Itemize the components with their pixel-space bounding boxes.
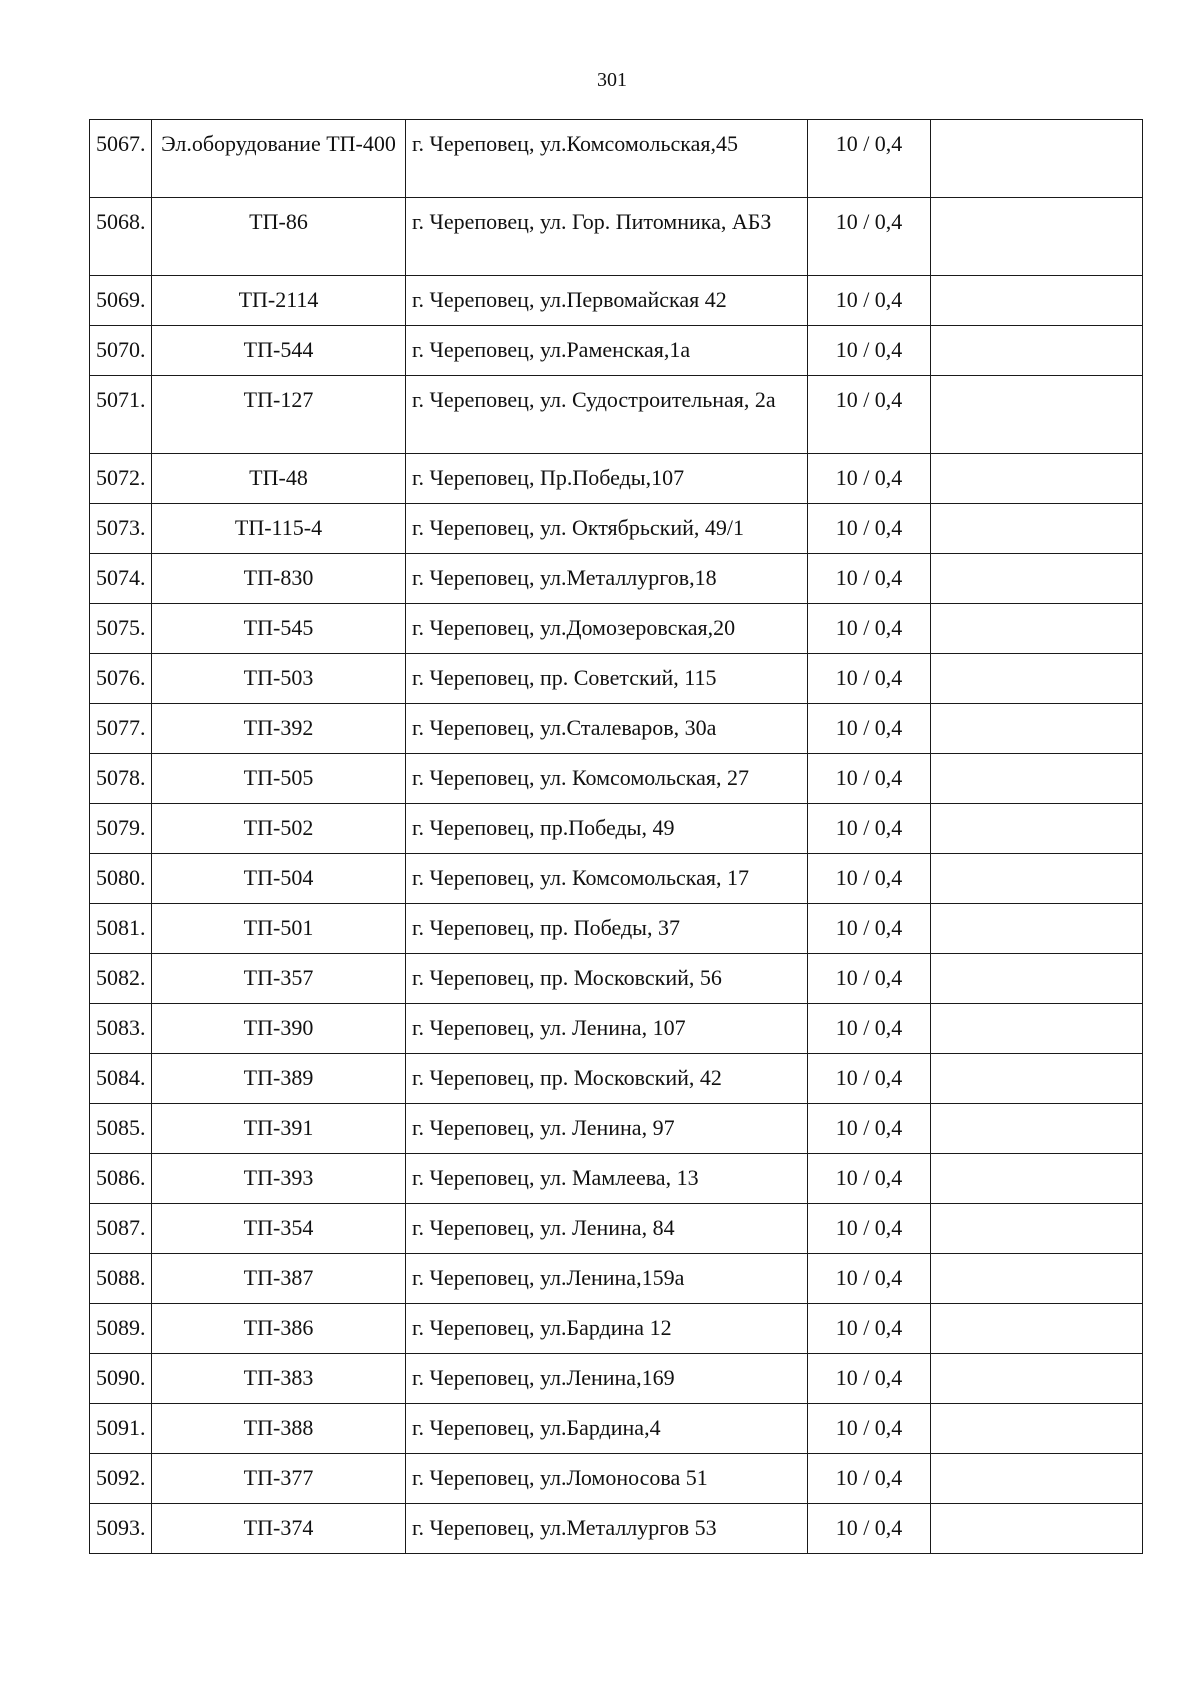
extra-cell xyxy=(931,1004,1143,1054)
address-cell: г. Череповец, ул.Бардина,4 xyxy=(406,1404,808,1454)
voltage-cell: 10 / 0,4 xyxy=(808,1304,931,1354)
voltage-cell: 10 / 0,4 xyxy=(808,604,931,654)
extra-cell xyxy=(931,554,1143,604)
voltage-cell: 10 / 0,4 xyxy=(808,1154,931,1204)
row-number-cell: 5091. xyxy=(90,1404,152,1454)
row-number-cell: 5069. xyxy=(90,276,152,326)
table-row xyxy=(90,120,1143,198)
address-cell: г. Череповец, ул. Комсомольская, 27 xyxy=(406,754,808,804)
table-row xyxy=(90,604,1143,654)
object-name-cell: ТП-503 xyxy=(152,654,406,704)
voltage-cell: 10 / 0,4 xyxy=(808,1454,931,1504)
row-number-cell: 5086. xyxy=(90,1154,152,1204)
row-number-cell: 5068. xyxy=(90,198,152,276)
row-number-cell: 5085. xyxy=(90,1104,152,1154)
voltage-cell: 10 / 0,4 xyxy=(808,120,931,198)
voltage-cell: 10 / 0,4 xyxy=(808,854,931,904)
table-row xyxy=(90,1054,1143,1104)
extra-cell xyxy=(931,120,1143,198)
object-name-cell: ТП-374 xyxy=(152,1504,406,1554)
row-number-cell: 5084. xyxy=(90,1054,152,1104)
table-row xyxy=(90,754,1143,804)
extra-cell xyxy=(931,376,1143,454)
object-name-cell: ТП-505 xyxy=(152,754,406,804)
object-name-cell: ТП-127 xyxy=(152,376,406,454)
object-name-cell: ТП-354 xyxy=(152,1204,406,1254)
object-name-cell: ТП-377 xyxy=(152,1454,406,1504)
table-row xyxy=(90,804,1143,854)
table-row xyxy=(90,1454,1143,1504)
extra-cell xyxy=(931,1454,1143,1504)
row-number-cell: 5075. xyxy=(90,604,152,654)
object-name-cell: ТП-386 xyxy=(152,1304,406,1354)
voltage-cell: 10 / 0,4 xyxy=(808,1504,931,1554)
row-number-cell: 5088. xyxy=(90,1254,152,1304)
voltage-cell: 10 / 0,4 xyxy=(808,1254,931,1304)
row-number-cell: 5073. xyxy=(90,504,152,554)
voltage-cell: 10 / 0,4 xyxy=(808,504,931,554)
extra-cell xyxy=(931,1104,1143,1154)
extra-cell xyxy=(931,1404,1143,1454)
address-cell: г. Череповец, ул. Ленина, 97 xyxy=(406,1104,808,1154)
table-row xyxy=(90,904,1143,954)
row-number-cell: 5079. xyxy=(90,804,152,854)
voltage-cell: 10 / 0,4 xyxy=(808,454,931,504)
address-cell: г. Череповец, ул.Раменская,1а xyxy=(406,326,808,376)
extra-cell xyxy=(931,1504,1143,1554)
extra-cell xyxy=(931,1154,1143,1204)
address-cell: г. Череповец, пр. Московский, 56 xyxy=(406,954,808,1004)
object-name-cell: ТП-357 xyxy=(152,954,406,1004)
voltage-cell: 10 / 0,4 xyxy=(808,276,931,326)
voltage-cell: 10 / 0,4 xyxy=(808,1054,931,1104)
object-name-cell: ТП-388 xyxy=(152,1404,406,1454)
voltage-cell: 10 / 0,4 xyxy=(808,1204,931,1254)
table-row xyxy=(90,654,1143,704)
extra-cell xyxy=(931,954,1143,1004)
table-row xyxy=(90,554,1143,604)
table-row xyxy=(90,1254,1143,1304)
table-row xyxy=(90,854,1143,904)
registry-table-body xyxy=(90,120,1143,1554)
address-cell: г. Череповец, ул.Домозеровская,20 xyxy=(406,604,808,654)
row-number-cell: 5070. xyxy=(90,326,152,376)
address-cell: г. Череповец, пр.Победы, 49 xyxy=(406,804,808,854)
extra-cell xyxy=(931,326,1143,376)
voltage-cell: 10 / 0,4 xyxy=(808,376,931,454)
extra-cell xyxy=(931,1204,1143,1254)
row-number-cell: 5093. xyxy=(90,1504,152,1554)
row-number-cell: 5074. xyxy=(90,554,152,604)
voltage-cell: 10 / 0,4 xyxy=(808,198,931,276)
extra-cell xyxy=(931,276,1143,326)
voltage-cell: 10 / 0,4 xyxy=(808,804,931,854)
object-name-cell: ТП-544 xyxy=(152,326,406,376)
object-name-cell: ТП-48 xyxy=(152,454,406,504)
table-row xyxy=(90,454,1143,504)
table-row xyxy=(90,276,1143,326)
row-number-cell: 5076. xyxy=(90,654,152,704)
row-number-cell: 5089. xyxy=(90,1304,152,1354)
table-row xyxy=(90,1354,1143,1404)
row-number-cell: 5078. xyxy=(90,754,152,804)
address-cell: г. Череповец, ул.Ломоносова 51 xyxy=(406,1454,808,1504)
address-cell: г. Череповец, ул.Металлургов 53 xyxy=(406,1504,808,1554)
table-row xyxy=(90,1404,1143,1454)
object-name-cell: ТП-390 xyxy=(152,1004,406,1054)
address-cell: г. Череповец, ул.Металлургов,18 xyxy=(406,554,808,604)
object-name-cell: ТП-502 xyxy=(152,804,406,854)
extra-cell xyxy=(931,1054,1143,1104)
object-name-cell: Эл.оборудование ТП-400 xyxy=(152,120,406,198)
voltage-cell: 10 / 0,4 xyxy=(808,1004,931,1054)
voltage-cell: 10 / 0,4 xyxy=(808,654,931,704)
extra-cell xyxy=(931,1354,1143,1404)
table-row xyxy=(90,504,1143,554)
object-name-cell: ТП-86 xyxy=(152,198,406,276)
table-row xyxy=(90,1104,1143,1154)
voltage-cell: 10 / 0,4 xyxy=(808,1404,931,1454)
address-cell: г. Череповец, ул. Мамлеева, 13 xyxy=(406,1154,808,1204)
table-row xyxy=(90,1504,1143,1554)
extra-cell xyxy=(931,904,1143,954)
extra-cell xyxy=(931,804,1143,854)
table-row xyxy=(90,954,1143,1004)
row-number-cell: 5071. xyxy=(90,376,152,454)
object-name-cell: ТП-383 xyxy=(152,1354,406,1404)
extra-cell xyxy=(931,704,1143,754)
address-cell: г. Череповец, ул. Ленина, 84 xyxy=(406,1204,808,1254)
extra-cell xyxy=(931,654,1143,704)
object-name-cell: ТП-387 xyxy=(152,1254,406,1304)
object-name-cell: ТП-393 xyxy=(152,1154,406,1204)
table-row xyxy=(90,198,1143,276)
object-name-cell: ТП-115-4 xyxy=(152,504,406,554)
address-cell: г. Череповец, ул.Ленина,159а xyxy=(406,1254,808,1304)
address-cell: г. Череповец, пр. Московский, 42 xyxy=(406,1054,808,1104)
object-name-cell: ТП-545 xyxy=(152,604,406,654)
object-name-cell: ТП-389 xyxy=(152,1054,406,1104)
address-cell: г. Череповец, ул.Ленина,169 xyxy=(406,1354,808,1404)
object-name-cell: ТП-501 xyxy=(152,904,406,954)
table-row xyxy=(90,326,1143,376)
voltage-cell: 10 / 0,4 xyxy=(808,704,931,754)
address-cell: г. Череповец, ул. Ленина, 107 xyxy=(406,1004,808,1054)
address-cell: г. Череповец, ул. Гор. Питомника, АБЗ xyxy=(406,198,808,276)
table-row xyxy=(90,1304,1143,1354)
extra-cell xyxy=(931,604,1143,654)
row-number-cell: 5087. xyxy=(90,1204,152,1254)
extra-cell xyxy=(931,754,1143,804)
row-number-cell: 5083. xyxy=(90,1004,152,1054)
voltage-cell: 10 / 0,4 xyxy=(808,326,931,376)
row-number-cell: 5067. xyxy=(90,120,152,198)
object-name-cell: ТП-392 xyxy=(152,704,406,754)
row-number-cell: 5090. xyxy=(90,1354,152,1404)
address-cell: г. Череповец, ул.Сталеваров, 30а xyxy=(406,704,808,754)
extra-cell xyxy=(931,198,1143,276)
address-cell: г. Череповец, пр. Советский, 115 xyxy=(406,654,808,704)
address-cell: г. Череповец, Пр.Победы,107 xyxy=(406,454,808,504)
voltage-cell: 10 / 0,4 xyxy=(808,1354,931,1404)
address-cell: г. Череповец, ул.Первомайская 42 xyxy=(406,276,808,326)
extra-cell xyxy=(931,1254,1143,1304)
voltage-cell: 10 / 0,4 xyxy=(808,954,931,1004)
table-row xyxy=(90,1154,1143,1204)
row-number-cell: 5082. xyxy=(90,954,152,1004)
row-number-cell: 5092. xyxy=(90,1454,152,1504)
extra-cell xyxy=(931,504,1143,554)
table-row xyxy=(90,1004,1143,1054)
object-name-cell: ТП-2114 xyxy=(152,276,406,326)
voltage-cell: 10 / 0,4 xyxy=(808,554,931,604)
extra-cell xyxy=(931,1304,1143,1354)
object-name-cell: ТП-504 xyxy=(152,854,406,904)
registry-table xyxy=(89,119,1143,1554)
extra-cell xyxy=(931,854,1143,904)
row-number-cell: 5077. xyxy=(90,704,152,754)
extra-cell xyxy=(931,454,1143,504)
voltage-cell: 10 / 0,4 xyxy=(808,904,931,954)
address-cell: г. Череповец, ул.Комсомольская,45 xyxy=(406,120,808,198)
table-row xyxy=(90,376,1143,454)
address-cell: г. Череповец, ул. Октябрьский, 49/1 xyxy=(406,504,808,554)
table-row xyxy=(90,704,1143,754)
voltage-cell: 10 / 0,4 xyxy=(808,754,931,804)
address-cell: г. Череповец, ул.Бардина 12 xyxy=(406,1304,808,1354)
address-cell: г. Череповец, пр. Победы, 37 xyxy=(406,904,808,954)
row-number-cell: 5072. xyxy=(90,454,152,504)
object-name-cell: ТП-830 xyxy=(152,554,406,604)
voltage-cell: 10 / 0,4 xyxy=(808,1104,931,1154)
object-name-cell: ТП-391 xyxy=(152,1104,406,1154)
page-number: 301 xyxy=(597,69,627,91)
row-number-cell: 5081. xyxy=(90,904,152,954)
address-cell: г. Череповец, ул. Судостроительная, 2а xyxy=(406,376,808,454)
address-cell: г. Череповец, ул. Комсомольская, 17 xyxy=(406,854,808,904)
table-row xyxy=(90,1204,1143,1254)
row-number-cell: 5080. xyxy=(90,854,152,904)
